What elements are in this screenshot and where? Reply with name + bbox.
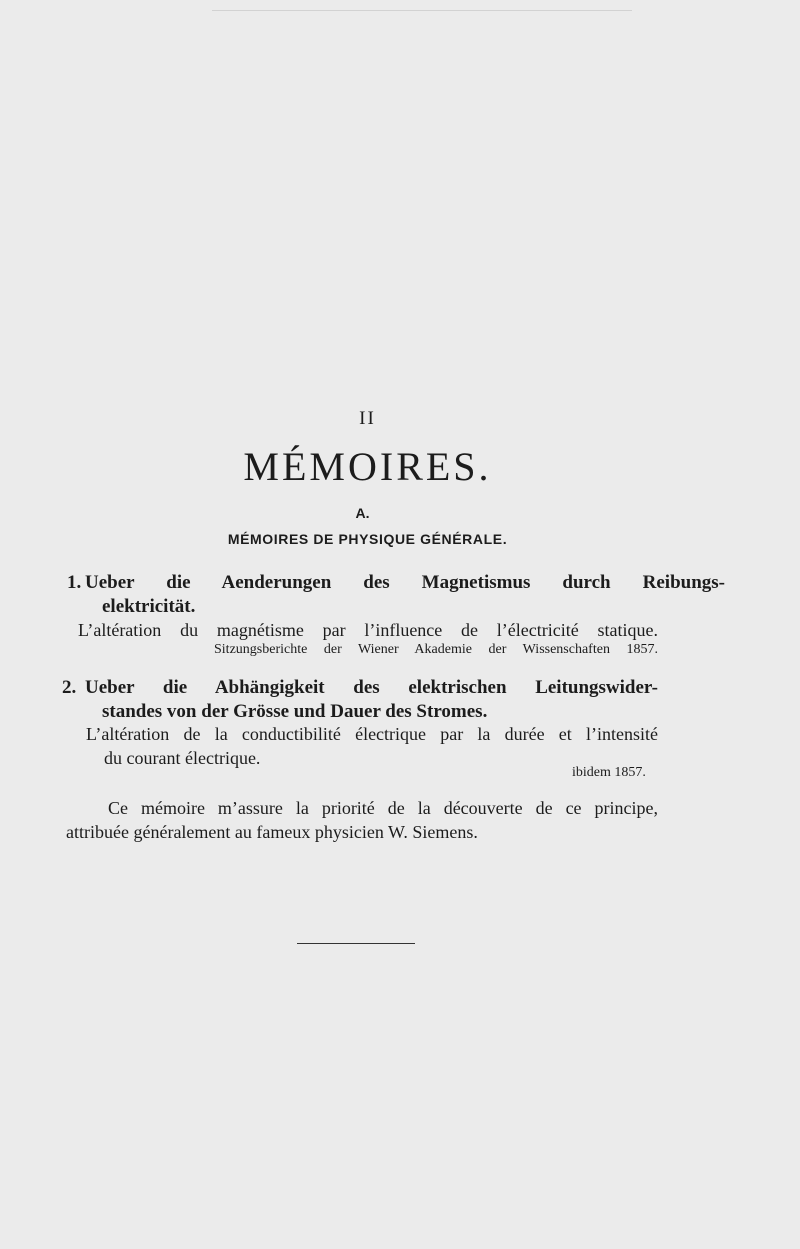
entry-number: 1. (67, 572, 82, 593)
page-title: MÉMOIRES. (243, 444, 492, 489)
entry-source: ibidem 1857. (572, 765, 646, 780)
end-rule (297, 943, 415, 944)
section-title: MÉMOIRES DE PHYSIQUE GÉNÉRALE. (227, 531, 508, 547)
entry-translation: L’altération de la conductibilité électrique par la durée et l’intensité (86, 724, 658, 744)
entry-source: Sitzungsberichte der Wiener Akademie der Wissenschaften 1857. (214, 642, 658, 657)
section-letter: A. (355, 505, 370, 521)
entry-title-line: standes von der Grösse und Dauer des Stromes. (102, 701, 488, 722)
entry-number: 2. (62, 677, 77, 698)
entry-note: Ce mémoire m’assure la priorité de la découverte de ce principe, (108, 798, 658, 818)
entry-translation: L’altération du magnétisme par l’influence de l’électricité statique. (78, 620, 658, 640)
entry-title-line: Ueber die Abhängigkeit des elektrischen Leitungswider- (85, 677, 658, 698)
entry-translation: du courant électrique. (104, 748, 261, 768)
top-edge-line (212, 10, 632, 11)
entry-title-line: Ueber die Aenderungen des Magnetismus durch Reibungs- (85, 572, 725, 593)
entry-note: attribuée généralement au fameux physicien W. Siemens. (66, 822, 478, 842)
entry-title-line: elektricität. (102, 596, 196, 617)
part-number: II (359, 408, 376, 429)
